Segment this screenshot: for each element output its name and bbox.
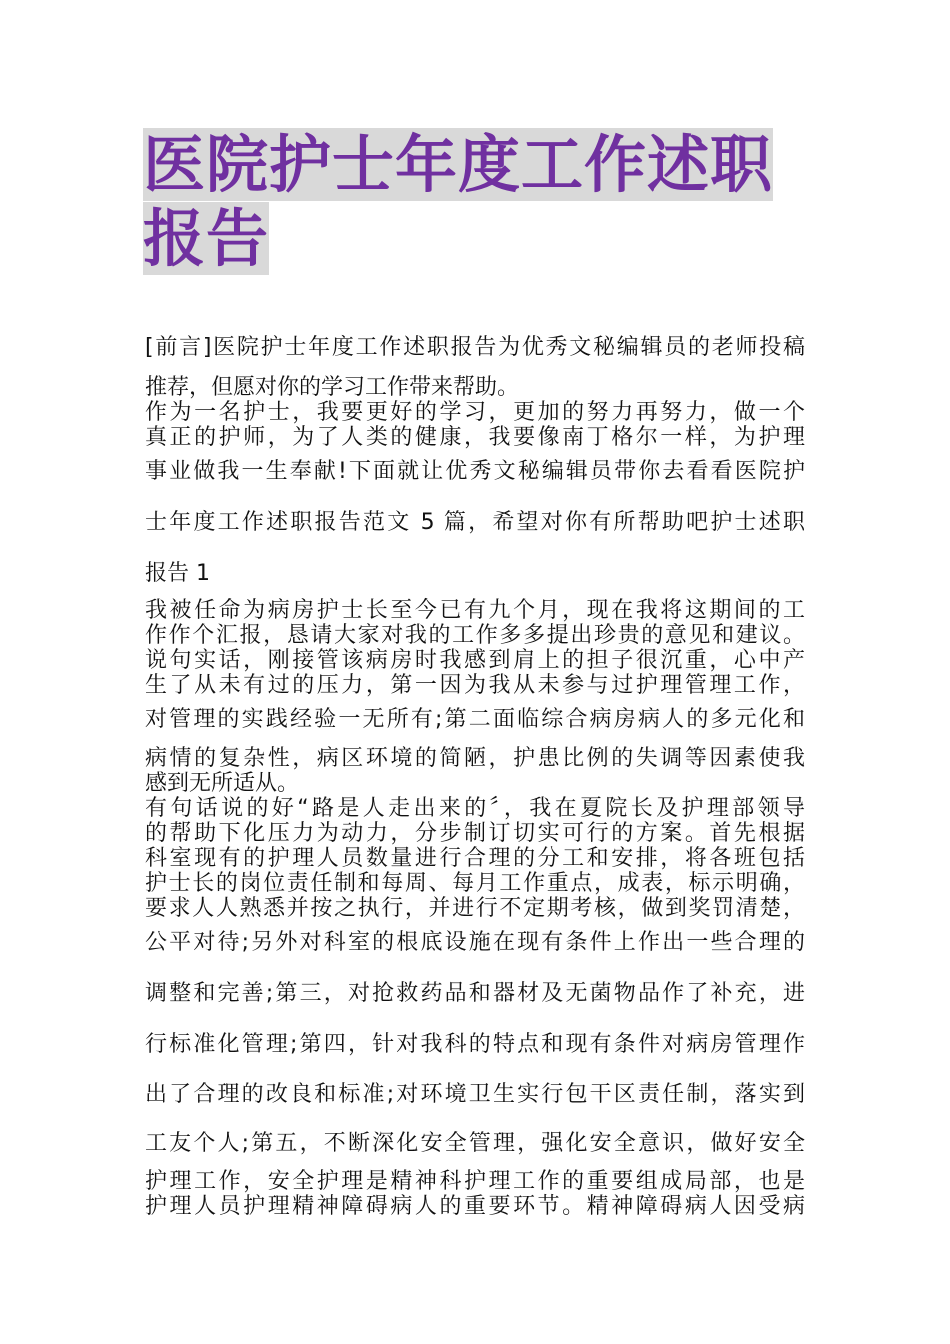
text-line: 推荐，但愿对你的学习工作带来帮助。 (145, 375, 520, 400)
text-line: 有句话说的好“路是人走出来的〞，我在夏院长及护理部领导 (145, 796, 805, 821)
text-line: 护理工作，安全护理是精神科护理工作的重要组成局部，也是 (145, 1169, 805, 1194)
text-line: 护理人员护理精神障碍病人的重要环节。精神障碍病人因受病 (145, 1194, 805, 1219)
title-text: 医院护士年度工作述职报告 (143, 128, 774, 275)
text-line: 感到无所适从。 (145, 771, 300, 796)
text-line: 公平对待;另外对科室的根底设施在现有条件上作出一些合理的 (145, 930, 805, 955)
text-line: 护士长的岗位责任制和每周、每月工作重点，成表，标示明确， (145, 871, 805, 896)
text-line: 行标准化管理;第四，针对我科的特点和现有条件对病房管理作 (145, 1032, 805, 1057)
text-line: 真正的护师，为了人类的健康，我要像南丁格尔一样，为护理 (145, 425, 805, 450)
text-line: [前言]医院护士年度工作述职报告为优秀文秘编辑员的老师投稿 (145, 335, 805, 360)
text-line: 对管理的实践经验一无所有;第二面临综合病房病人的多元化和 (145, 707, 805, 732)
text-line: 我被任命为病房护士长至今已有九个月，现在我将这期间的工 (145, 598, 805, 623)
text-line: 说句实话，刚接管该病房时我感到肩上的担子很沉重，心中产 (145, 648, 805, 673)
text-line: 作为一名护士，我要更好的学习，更加的努力再努力，做一个 (145, 400, 805, 425)
text-line: 要求人人熟悉并按之执行，并进行不定期考核，做到奖罚清楚， (145, 896, 805, 921)
text-line: 科室现有的护理人员数量进行合理的分工和安排，将各班包括 (145, 846, 805, 871)
text-line: 士年度工作述职报告范文 5 篇，希望对你有所帮助吧护士述职 (145, 510, 805, 535)
text-line: 病情的复杂性，病区环境的简陋，护患比例的失调等因素使我 (145, 746, 805, 771)
text-line: 出了合理的改良和标准;对环境卫生实行包干区责任制，落实到 (145, 1082, 805, 1107)
text-line: 生了从未有过的压力，第一因为我从未参与过护理管理工作， (145, 673, 805, 698)
document-title (143, 128, 813, 276)
text-line: 工友个人;第五，不断深化安全管理，强化安全意识，做好安全 (145, 1131, 805, 1156)
text-line: 作作个汇报，恳请大家对我的工作多多提出珍贵的意见和建议。 (145, 623, 805, 648)
text-line: 的帮助下化压力为动力，分步制订切实可行的方案。首先根据 (145, 821, 805, 846)
text-line: 报告 1 (145, 561, 210, 586)
text-line: 事业做我一生奉献!下面就让优秀文秘编辑员带你去看看医院护 (145, 459, 805, 484)
text-line: 调整和完善;第三，对抢救药品和器材及无菌物品作了补充，进 (145, 981, 805, 1006)
